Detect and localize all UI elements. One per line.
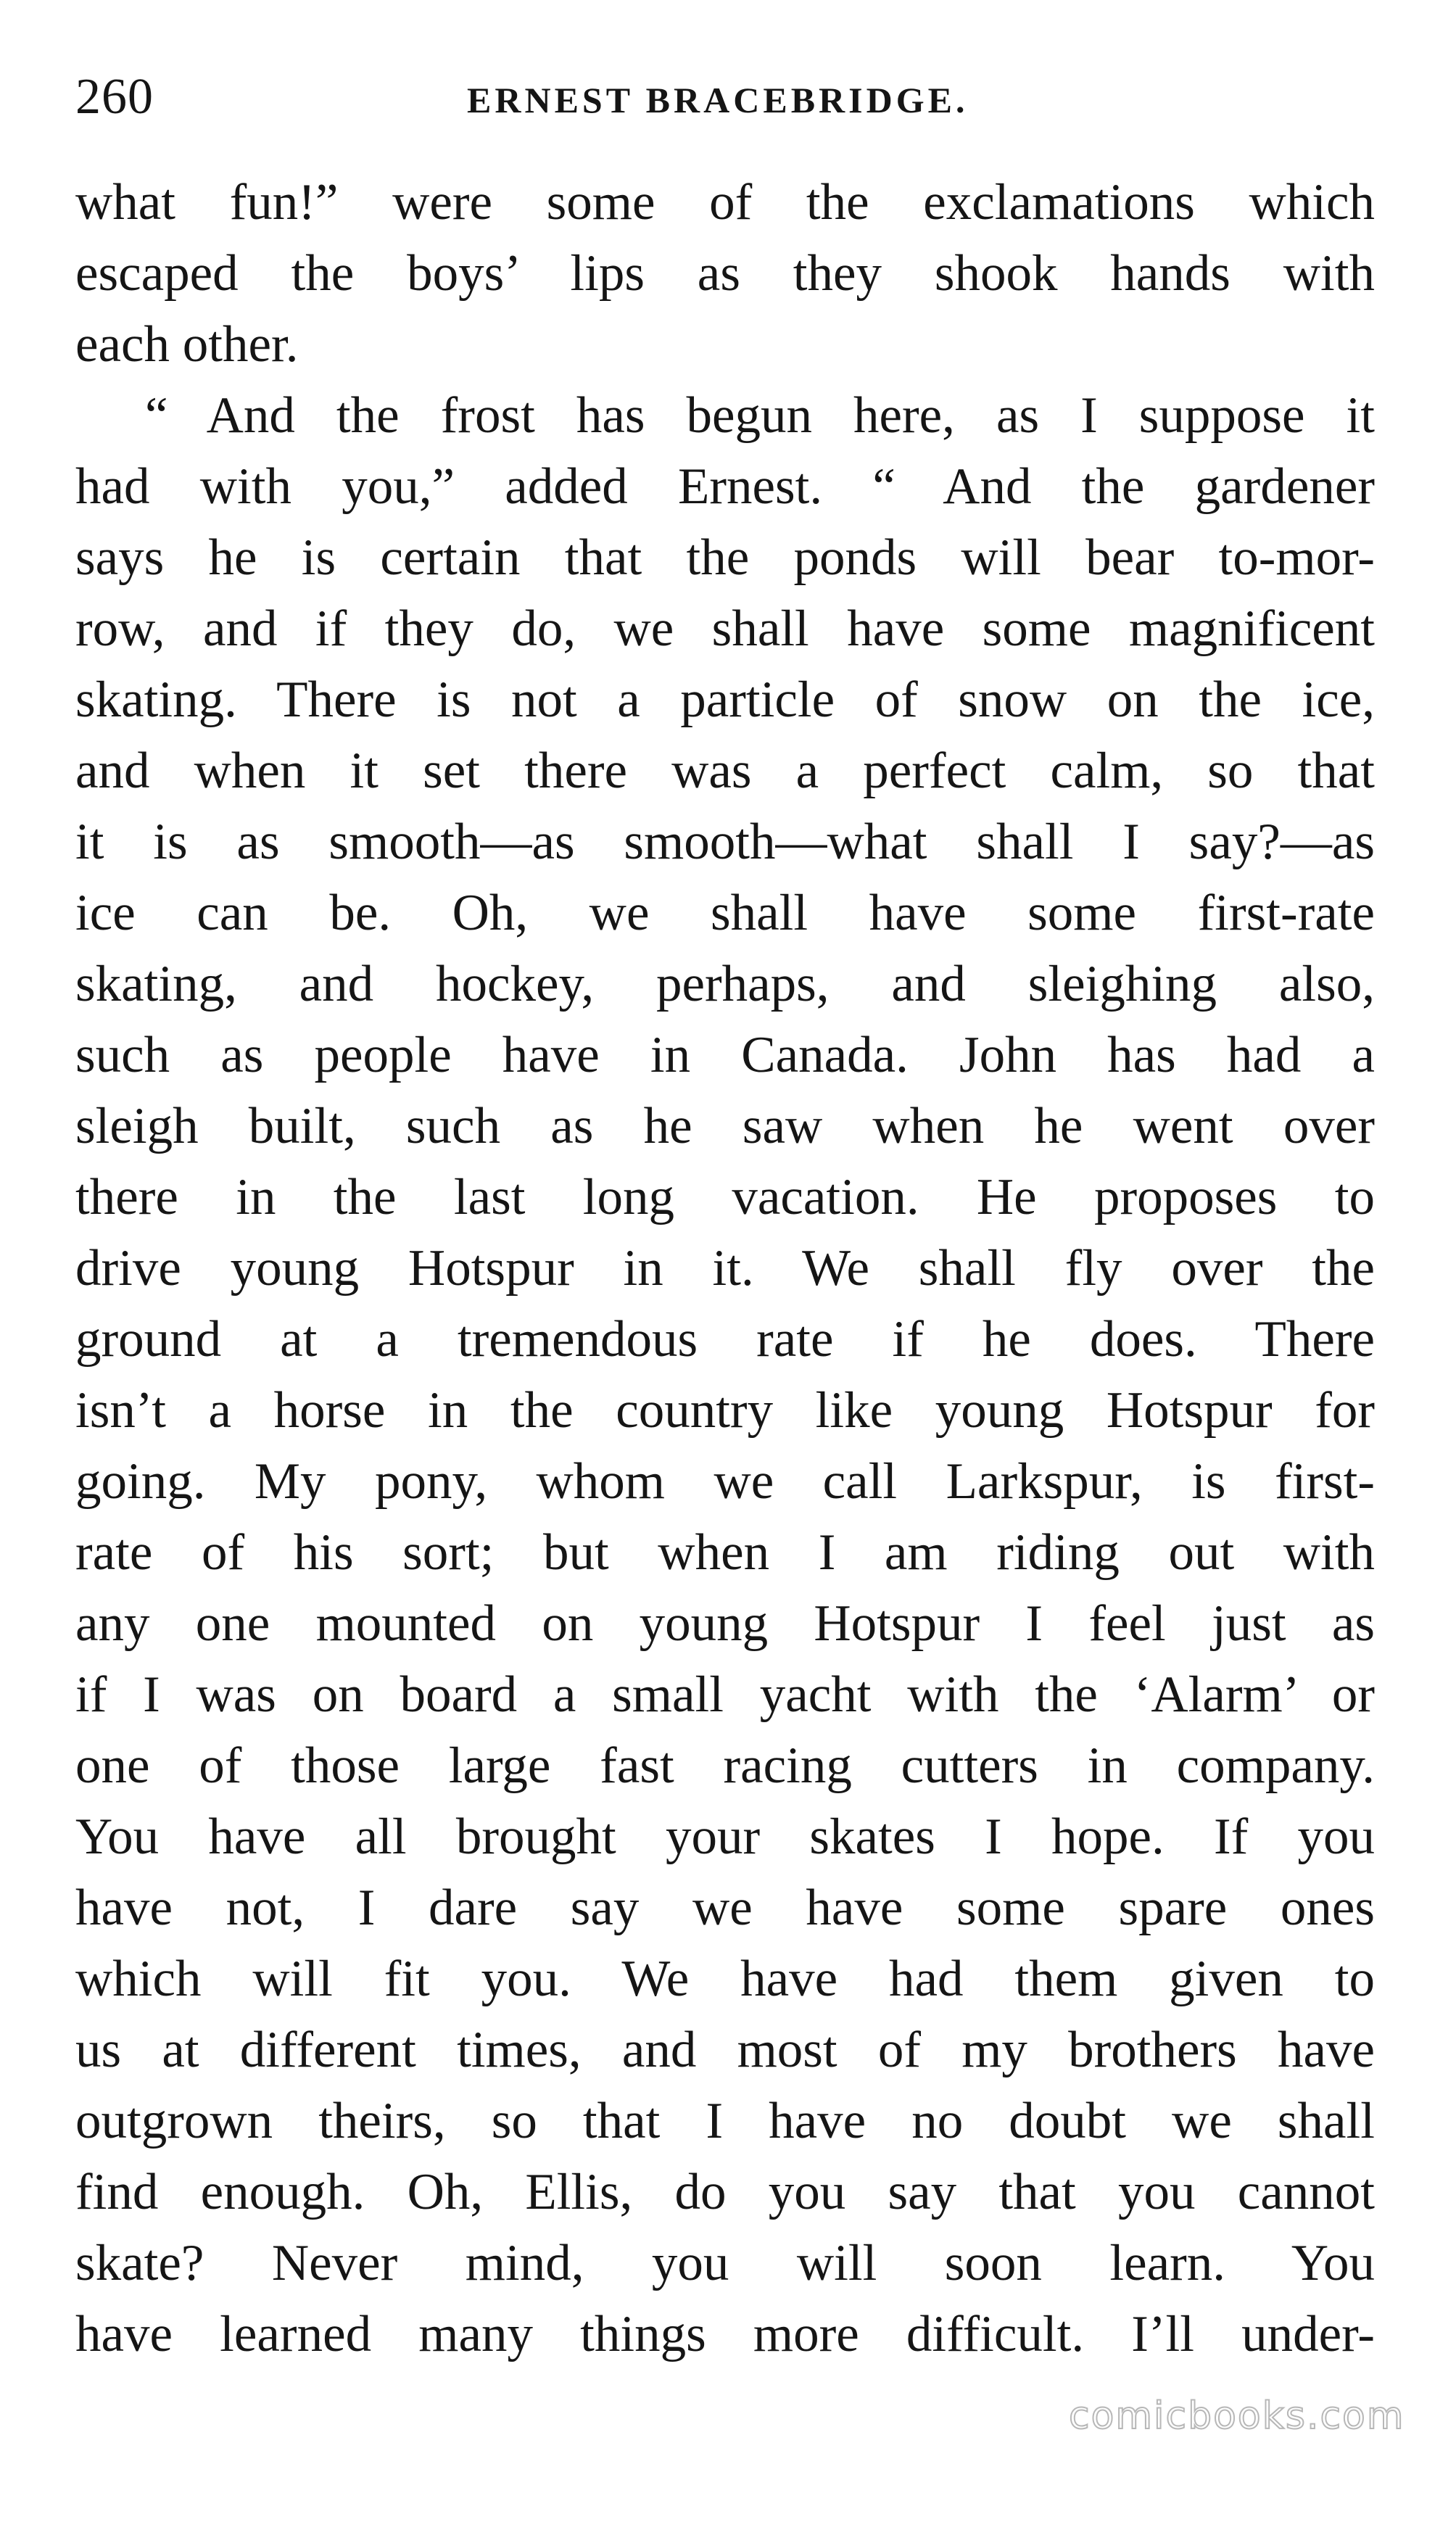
body-text	[75, 167, 1375, 2362]
text-line: “ And the frost has begun here, as I suppose it	[145, 387, 1375, 444]
page-header	[75, 68, 1381, 133]
watermark: comicbooks.com	[1069, 2394, 1405, 2438]
text-line: if I was on board a small yacht with the ‘Alarm’ or	[75, 1666, 1375, 1723]
text-line: ground at a tremendous rate if he does. There	[75, 1311, 1375, 1368]
text-line: have not, I dare say we have some spare ones	[75, 1880, 1375, 1936]
text-line: ice can be. Oh, we shall have some first-rate	[75, 885, 1375, 941]
text-line: one of those large fast racing cutters in company.	[75, 1737, 1375, 1794]
text-line: skating. There is not a particle of snow on the ice,	[75, 671, 1375, 728]
page-number: 260	[75, 69, 154, 125]
text-line: what fun!” were some of the exclamations which	[75, 174, 1375, 231]
text-line: which will fit you. We have had them given to	[75, 1951, 1375, 2007]
text-line: and when it set there was a perfect calm, so that	[75, 743, 1375, 799]
text-line: rate of his sort; but when I am riding out with	[75, 1524, 1375, 1581]
text-line: isn’t a horse in the country like young Hotspur for	[75, 1382, 1375, 1439]
text-line: going. My pony, whom we call Larkspur, is first-	[75, 1453, 1375, 1510]
text-line: escaped the boys’ lips as they shook hands with	[75, 245, 1375, 302]
text-line: sleigh built, such as he saw when he went over	[75, 1098, 1375, 1154]
text-line: says he is certain that the ponds will bear to-mor-	[75, 529, 1375, 586]
text-line: drive young Hotspur in it. We shall fly over the	[75, 1240, 1375, 1297]
text-line: have learned many things more difficult. I’ll under-	[75, 2306, 1375, 2362]
text-line: You have all brought your skates I hope. If you	[75, 1808, 1375, 1865]
text-line: there in the last long vacation. He proposes to	[75, 1169, 1375, 1225]
text-line: each other.	[75, 316, 299, 373]
text-line: any one mounted on young Hotspur I feel just as	[75, 1595, 1375, 1652]
text-line: skate? Never mind, you will soon learn. You	[75, 2235, 1375, 2291]
text-line: us at different times, and most of my brothers have	[75, 2022, 1375, 2078]
text-line: row, and if they do, we shall have some magnificent	[75, 600, 1375, 657]
text-line: such as people have in Canada. John has had a	[75, 1027, 1375, 1083]
text-line: find enough. Oh, Ellis, do you say that you cannot	[75, 2164, 1375, 2220]
running-head: ERNEST BRACEBRIDGE.	[467, 80, 969, 120]
text-line: skating, and hockey, perhaps, and sleighing also,	[75, 956, 1375, 1012]
text-line: it is as smooth—as smooth—what shall I say?—as	[75, 814, 1375, 870]
text-line: outgrown theirs, so that I have no doubt we shall	[75, 2093, 1375, 2149]
text-line: had with you,” added Ernest. “ And the gardener	[75, 458, 1375, 515]
